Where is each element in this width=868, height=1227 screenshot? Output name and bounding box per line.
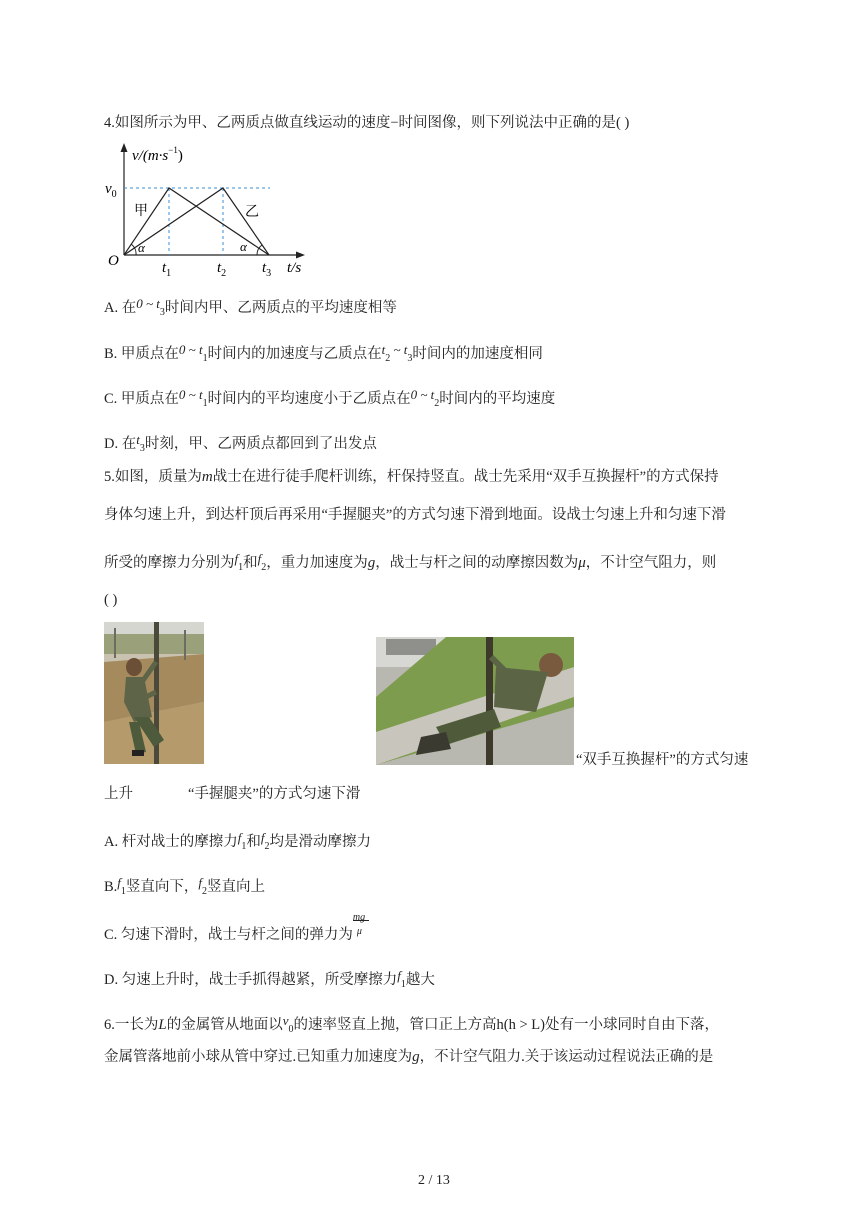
alpha-label-left: α <box>138 240 145 255</box>
velocity-time-graph <box>100 140 320 278</box>
q6-stem-line2: 金属管落地前小球从管中穿过.已知重力加速度为g，不计空气阻力.关于该运动过程说法正确的是 <box>104 1049 714 1065</box>
q5-option-d: D. 匀速上升时，战士手抓得越紧，所受摩擦力$f_1$越大 <box>104 968 435 990</box>
yi-label: 乙 <box>245 204 259 220</box>
q5-photo-caption-1: “双手互换握杆”的方式匀速 <box>576 752 749 768</box>
q5-stem-line2: 身体匀速上升，到达杆顶后再采用“手握腿夹”的方式匀速下滑到地面。设战士匀速上升和匀速下滑 <box>104 507 726 523</box>
q5-option-b: $B.f_1$竖直向下，$f_2$竖直向上 <box>104 875 266 897</box>
jia-line <box>124 188 269 255</box>
q4-stem: 4.如图所示为甲、乙两质点做直线运动的速度−时间图像，则下列说法中正确的是( ) <box>104 115 630 131</box>
t1-label: $t_1$ <box>162 260 172 278</box>
q4-option-d: D. 在$t_3$时刻，甲、乙两质点都回到了出发点 <box>104 432 377 454</box>
mg-over-mu-fraction: mg μ <box>353 926 371 946</box>
q5-option-a: A. 杆对战士的摩擦力$f_1$和$f_2$均是滑动摩擦力 <box>104 830 371 852</box>
q4-option-b: B. 甲质点在0 ~ $t_1$时间内的加速度与乙质点在$t_2$ ~ $t_3$时间内的加速度相同 <box>104 342 543 364</box>
soldier-climbing-photo <box>104 622 204 764</box>
q4-option-a: A. 在0 ~ $t_3$时间内甲、乙两质点的平均速度相等 <box>104 296 397 318</box>
origin-label: O <box>108 253 119 269</box>
q5-photo-caption-2b: “手握腿夹”的方式匀速下滑 <box>188 786 361 802</box>
y-axis-arrow <box>121 143 128 152</box>
jia-label: 甲 <box>134 203 148 219</box>
q4-option-c: C. 甲质点在0 ~ $t_1$时间内的平均速度小于乙质点在0 ~ $t_2$时间内的平均速度 <box>104 387 556 409</box>
yi-line <box>124 188 269 255</box>
alpha-label-right: α <box>240 239 247 254</box>
y-axis-label: $v/(m\cdot s^{-1})$ <box>132 145 183 164</box>
x-axis-arrow <box>296 252 305 259</box>
q5-answer-bracket: ( ) <box>104 592 118 608</box>
soldier-sliding-photo <box>376 637 574 765</box>
q5-option-c: C. 匀速下滑时，战士与杆之间的弹力为 mg μ <box>104 925 371 946</box>
v0-label: $v_0$ <box>105 181 117 200</box>
x-axis-label: t/s <box>287 260 302 276</box>
q5-stem-line3: 所受的摩擦力分别为$f_1$和$f_2$，重力加速度为g，战士与杆之间的动摩擦因数为μ，不计空气阻力，则 <box>104 551 717 573</box>
q5-photo-caption-2a: 上升 <box>104 786 133 802</box>
q5-stem-line1: 5.如图，质量为m战士在进行徒手爬杆训练，杆保持竖直。战士先采用“双手互换握杆”的方式保持 <box>104 469 719 485</box>
t2-label: $t_2$ <box>217 260 227 278</box>
page-number: 2 / 13 <box>418 1173 450 1188</box>
q6-stem-line1: 6.一长为L的金属管从地面以$v_0$的速率竖直上抛，管口正上方高h(h > L)处有一小球同时自由下落， <box>104 1013 719 1035</box>
t3-label: $t_3$ <box>262 260 272 278</box>
